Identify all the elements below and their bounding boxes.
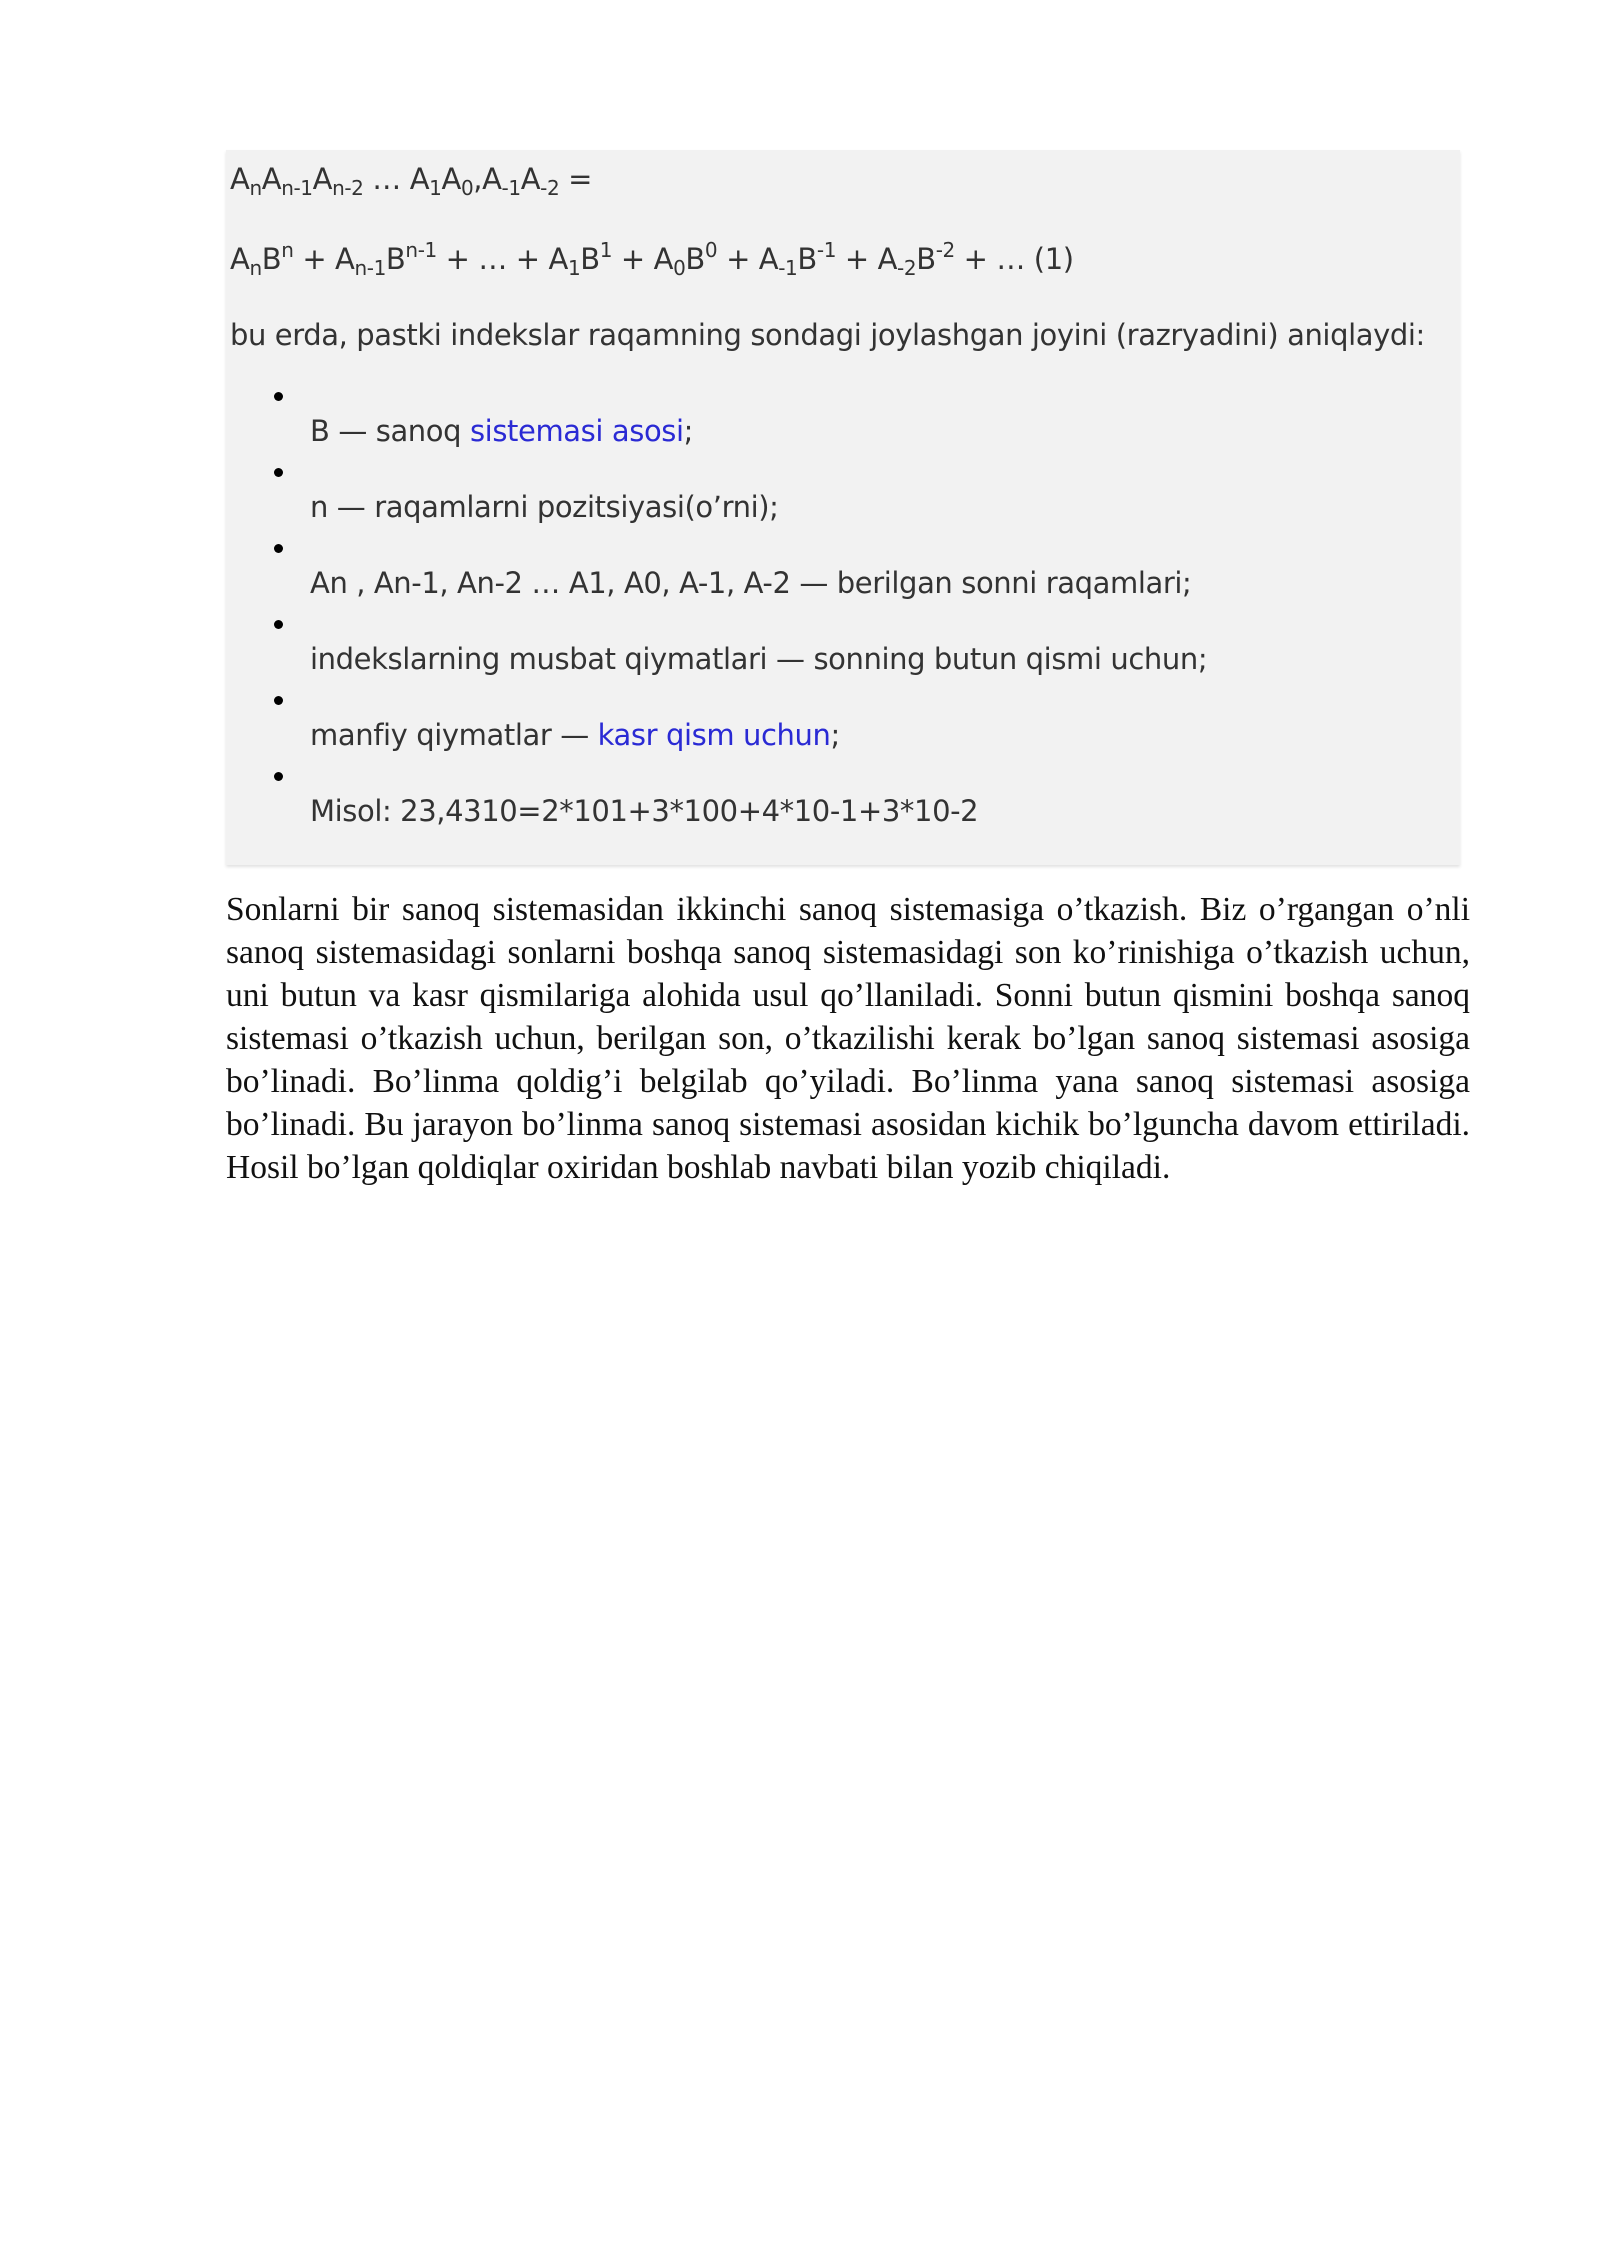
formula-part: -2: [935, 238, 955, 262]
formula-part: ,A: [473, 162, 502, 196]
list-item-text: indekslarning musbat qiymatlari — sonning butun qismi uchun;: [310, 642, 1208, 676]
list-item-text: Misol: 23,4310=2*101+3*100+4*10-1+3*10-2: [310, 794, 979, 828]
formula-part: B: [261, 242, 282, 276]
formula-part: … A: [363, 162, 430, 196]
formula-part: A: [261, 162, 282, 196]
formula-part: + A: [293, 242, 355, 276]
formula-part: -1: [778, 256, 798, 280]
list-item-text: An , An-1, An-2 … A1, A0, A-1, A-2 — berilgan sonni raqamlari;: [310, 566, 1192, 600]
bullet-icon: [274, 620, 283, 629]
formula-part: n: [281, 238, 294, 262]
bullet-icon: [274, 544, 283, 553]
formula-part: + A: [612, 242, 674, 276]
formula-part: + … + A: [436, 242, 568, 276]
formula-part: 1: [567, 256, 581, 280]
formula-part: 0: [460, 176, 474, 200]
formula-part: n-1: [405, 238, 437, 262]
formula-part: A: [520, 162, 541, 196]
formula-part: A: [441, 162, 461, 196]
formula-part: 0: [704, 238, 718, 262]
formula-part: -1: [816, 238, 837, 262]
formula-part: B: [385, 242, 406, 276]
formula-part: + A: [836, 242, 898, 276]
formula-line-2: [230, 238, 1074, 280]
formula-part: 1: [599, 238, 613, 262]
formula-part: -2: [540, 176, 560, 200]
list-item-text: manfiy qiymatlar — kasr qism uchun;: [310, 718, 840, 752]
formula-part: n-2: [332, 176, 364, 200]
formula-part: B: [580, 242, 600, 276]
formula-part: -1: [501, 176, 521, 200]
formula-part: B: [797, 242, 817, 276]
explanation-text: bu erda, pastki indekslar raqamning sondagi joylashgan joyini (razryadini) aniqlaydi:: [230, 318, 1425, 352]
formula-part: n: [249, 256, 262, 280]
formula-part: B: [916, 242, 936, 276]
formula-part: A: [312, 162, 333, 196]
formula-part: n: [249, 176, 262, 200]
formula-part: 1: [429, 176, 442, 200]
link-sistemasi-asosi[interactable]: sistemasi asosi: [469, 414, 684, 448]
bullet-icon: [274, 392, 283, 401]
formula-line-1: [230, 162, 592, 200]
bullet-icon: [274, 468, 283, 477]
formula-part: n-1: [354, 256, 386, 280]
formula-part: A: [230, 162, 250, 196]
formula-part: n-1: [281, 176, 313, 200]
body-paragraph: Sonlarni bir sanoq sistemasidan ikkinchi sanoq sistemasiga o’tkazish. Biz o’rgangan o’nli sanoq sistemasidagi sonlarni boshqa sanoq sistemasidagi son ko’rinishiga o’tkazish uchun, uni butun va kasr qismilariga alohida usul qo’llaniladi. Sonni butun qismini boshqa sanoq sistemasi o’tkazish uchun, berilgan son, o’tkazilishi kerak bo’lgan sanoq sistemasi asosiga bo’linadi. Bo’linma qoldig’i belgilab qo’yiladi. Bo’linma yana sanoq sistemasi asosiga bo’linadi. Bu jarayon bo’linma sanoq sistemasi asosidan kichik bo’lguncha davom ettiriladi. Hosil bo’lgan qoldiqlar oxiridan boshlab navbati bilan yozib chiqiladi.: [226, 891, 1470, 1186]
list-item-text: n — raqamlarni pozitsiyasi(o’rni);: [310, 490, 779, 524]
embedded-screenshot: [226, 150, 1460, 865]
formula-part: + A: [717, 242, 779, 276]
formula-part: -2: [897, 256, 917, 280]
bullet-icon: [274, 772, 283, 781]
formula-part: B: [685, 242, 705, 276]
bullet-icon: [274, 696, 283, 705]
formula-part: =: [559, 162, 593, 196]
list-item-text: B — sanoq sistemasi asosi;: [310, 414, 694, 448]
formula-part: + … (1): [954, 242, 1074, 276]
link-kasr-qism-uchun[interactable]: kasr qism uchun: [597, 718, 831, 752]
formula-part: A: [230, 242, 250, 276]
formula-part: 0: [673, 256, 686, 280]
